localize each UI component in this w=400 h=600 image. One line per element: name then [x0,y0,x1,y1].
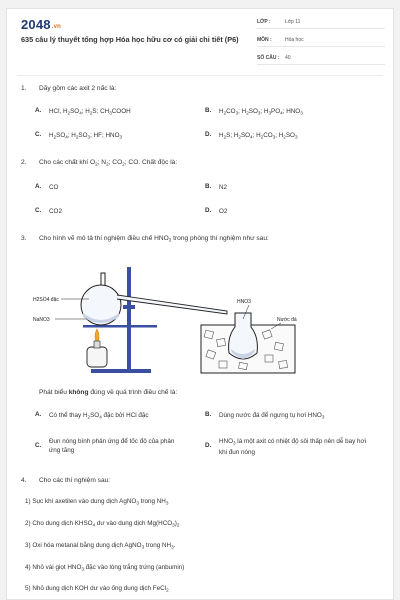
meta-count: SỐ CÂU : 40 [257,51,385,65]
alcohol-burner [87,347,107,367]
q4-statement-1: 1) Sục khí axetilen vào dung dịch AgNO$_3$ trong $NH_3$ [25,498,169,506]
support-ring [83,325,157,328]
stand-rod [127,267,131,371]
meta-subject: MÔN : Hóa học [257,33,385,47]
label-nano3: NaNO3 [33,317,50,323]
label-ice: Nước đá [277,317,297,323]
label-hno3: HNO3 [237,299,251,305]
q4-statement-3: 3) Oxi hóa metanal bằng dung dịch AgNO$_3$ trong $NH_3$. [25,542,176,550]
doc-title: 635 câu lý thuyết tổng hợp Hóa học hữu cơ có giải chi tiết (P6) [21,35,239,44]
meta-class: LỚP : Lớp 11 [257,15,385,29]
doc-header [7,9,393,73]
divider [17,75,383,76]
clamp [123,305,135,309]
q4-statement-4: 4) Nhỏ vài giọt $HNO_3$ đặc vào lòng trắng trứng (anbumin) [25,564,185,572]
q4-statement-5: 5) Nhỏ dung dịch KOH dư vào ống dung dịch FeCl$_2$ [25,585,169,593]
hno3-apparatus-diagram [31,265,311,377]
label-h2so4: H2SO4 đặc [33,297,59,303]
stand-base [91,369,151,373]
delivery-tube [117,295,227,314]
burner-wick [94,341,100,348]
flask-neck [101,273,105,286]
q4-statement-2: 2) Cho dung dịch $KHSO_4$ dư vào dung dịch $Mg(HCO_3)_2$ [25,520,180,528]
site-logo[interactable]: 2048.vn [21,17,62,32]
document-page: 2048.vn 635 câu lý thuyết tổng hợp Hóa học hữu cơ có giải chi tiết (P6) LỚP : Lớp 11 MÔN : Hóa học SỐ CÂU : 40 1. Dãy gồm các axit 2 nấc là: A. HCl, $H_2SO_4$; $H_2S$; $CH_3COOH$ B. $H_2CO_3$; $H_2SO_3$; $H_3PO_4$; $HNO_3$ C. $H_2SO_4$; $H_2SO_3$; HF; $HNO_3$ D. $H_2S$; $H_2SO_4$; $H_2CO_3$; $H_2SO_3$ 2. Cho các chất khí $O_2$; $N_2$; $CO_2$; CO. Chất độc là: A. CO B. N2 C. CO2 D. O2 3. Cho hình vẽ mô tả thí nghiệm điều chế $HNO_3$ trong phòng thí nghiệm như sau: H2SO4 đặc NaNO3 HNO3 Nước đá Phát biểu không đúng về quá trình điều chế là: A. Có thể thay $H_2SO_4$ đặc bởi HCl đặc B. Dùng nước đá để ngưng tụ hơi $HNO_3$ C. Đun nóng bình phản ứng để tốc độ của phản ứng tăng D. $HNO_3$ là một axit có nhiệt độ sôi thấp nên dễ bay hơi khi đun nóng 4. Cho các thí nghiệm sau: 1) Sục khí axetilen vào dung dịch AgNO$_3$ trong $NH_3$ 2) Cho dung dịch $KHSO_4$ dư vào dung dịch $Mg(HCO_3)_2$ 3) Oxi hóa metanal bằng dung dịch AgNO$_3$ trong $NH_3$. 4) Nhỏ vài giọt $HNO_3$ đặc vào lòng trắng trứng (anbumin) 5) Nhỏ dung dịch KOH dư vào ống dung dịch FeCl$_2$ [6,8,394,600]
